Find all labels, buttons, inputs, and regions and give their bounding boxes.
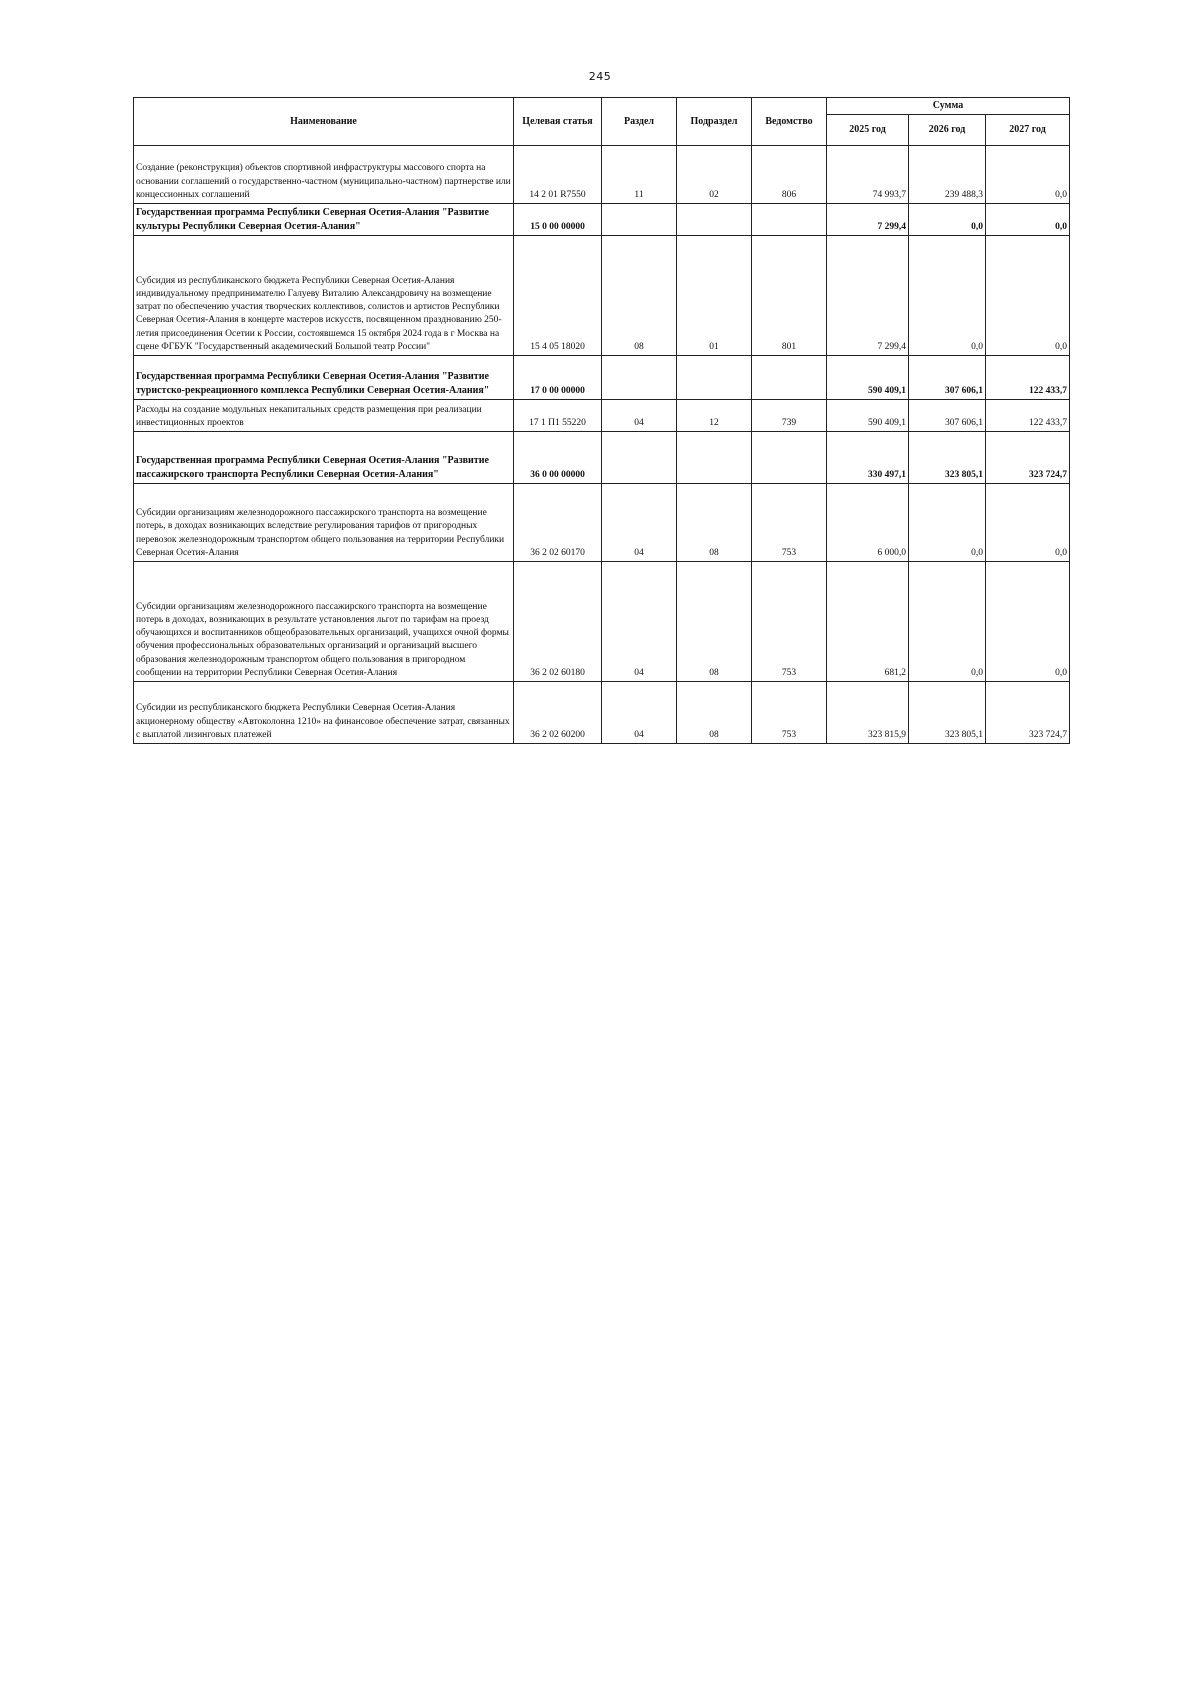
row-section: 04 xyxy=(602,399,677,431)
table-row xyxy=(134,431,1070,483)
row-name: Государственная программа Республики Северная Осетия-Алания "Развитие культуры Республики Северная Осетия-Алания" xyxy=(134,203,514,235)
table-row xyxy=(134,483,1070,561)
row-2026: 307 606,1 xyxy=(909,399,986,431)
page-number: 245 xyxy=(588,70,612,83)
row-section: 04 xyxy=(602,681,677,743)
row-department: 739 xyxy=(752,399,827,431)
row-department xyxy=(752,355,827,399)
row-section xyxy=(602,431,677,483)
row-2026: 0,0 xyxy=(909,561,986,681)
row-name: Создание (реконструкция) объектов спортивной инфраструктуры массового спорта на основании соглашений о государственно-частном (муниципально-частном) партнерстве или концессионных соглашений xyxy=(134,145,514,203)
row-target-article: 36 2 02 60170 xyxy=(514,483,602,561)
table-row xyxy=(134,235,1070,355)
table-body xyxy=(134,145,1070,743)
row-target-article: 17 0 00 00000 xyxy=(514,355,602,399)
row-subsection: 08 xyxy=(677,681,752,743)
row-section xyxy=(602,355,677,399)
row-target-article: 15 4 05 18020 xyxy=(514,235,602,355)
row-department xyxy=(752,203,827,235)
row-name: Государственная программа Республики Северная Осетия-Алания "Развитие пассажирского транспорта Республики Северная Осетия-Алания" xyxy=(134,431,514,483)
row-target-article: 17 1 П1 55220 xyxy=(514,399,602,431)
table-row xyxy=(134,355,1070,399)
row-2025: 323 815,9 xyxy=(827,681,909,743)
row-department xyxy=(752,431,827,483)
header-year-2027: 2027 год xyxy=(986,114,1070,145)
row-2026: 323 805,1 xyxy=(909,431,986,483)
row-subsection: 08 xyxy=(677,483,752,561)
row-2025: 330 497,1 xyxy=(827,431,909,483)
row-2025: 7 299,4 xyxy=(827,235,909,355)
row-target-article: 36 2 02 60200 xyxy=(514,681,602,743)
row-name: Субсидии организациям железнодорожного пассажирского транспорта на возмещение потерь, в доходах возникающих вследствие регулирования тарифов от пригородных перевозок железнодорожным транспортом общего пользования на территории Республики Северная Осетия-Алания xyxy=(134,483,514,561)
row-subsection: 08 xyxy=(677,561,752,681)
row-2025: 590 409,1 xyxy=(827,355,909,399)
row-department: 753 xyxy=(752,681,827,743)
header-year-2026: 2026 год xyxy=(909,114,986,145)
row-name: Государственная программа Республики Северная Осетия-Алания "Развитие туристско-рекреационного комплекса Республики Северная Осетия-Алания" xyxy=(134,355,514,399)
row-2027: 0,0 xyxy=(986,235,1070,355)
row-department: 753 xyxy=(752,561,827,681)
row-name: Субсидии организациям железнодорожного пассажирского транспорта на возмещение потерь в доходах, возникающих в результате установления льгот по тарифам на проезд обучающихся и воспитанников общеобразовательных организаций, учащихся очной формы обучения профессиональных образовательных организаций и организаций высшего образования железнодорожным транспортом общего пользования в пригородном сообщении на территории Республики Северная Осетия-Алания xyxy=(134,561,514,681)
row-section: 08 xyxy=(602,235,677,355)
row-department: 801 xyxy=(752,235,827,355)
header-section: Раздел xyxy=(602,98,677,146)
table-row xyxy=(134,145,1070,203)
row-target-article: 36 2 02 60180 xyxy=(514,561,602,681)
row-department: 806 xyxy=(752,145,827,203)
row-target-article: 36 0 00 00000 xyxy=(514,431,602,483)
row-section: 11 xyxy=(602,145,677,203)
row-2026: 0,0 xyxy=(909,483,986,561)
row-subsection: 12 xyxy=(677,399,752,431)
row-2027: 0,0 xyxy=(986,203,1070,235)
row-section: 04 xyxy=(602,483,677,561)
row-2027: 122 433,7 xyxy=(986,355,1070,399)
row-target-article: 15 0 00 00000 xyxy=(514,203,602,235)
table-row xyxy=(134,203,1070,235)
row-2025: 6 000,0 xyxy=(827,483,909,561)
table-row xyxy=(134,681,1070,743)
row-section xyxy=(602,203,677,235)
table-row xyxy=(134,561,1070,681)
row-section: 04 xyxy=(602,561,677,681)
row-2027: 0,0 xyxy=(986,561,1070,681)
row-2026: 307 606,1 xyxy=(909,355,986,399)
row-2026: 0,0 xyxy=(909,203,986,235)
row-2026: 323 805,1 xyxy=(909,681,986,743)
row-2026: 239 488,3 xyxy=(909,145,986,203)
header-subsection: Подраздел xyxy=(677,98,752,146)
row-subsection xyxy=(677,431,752,483)
row-subsection: 01 xyxy=(677,235,752,355)
table-row xyxy=(134,399,1070,431)
row-2025: 681,2 xyxy=(827,561,909,681)
row-2025: 74 993,7 xyxy=(827,145,909,203)
row-subsection xyxy=(677,203,752,235)
row-subsection xyxy=(677,355,752,399)
row-2026: 0,0 xyxy=(909,235,986,355)
budget-table xyxy=(133,97,1070,744)
row-2025: 590 409,1 xyxy=(827,399,909,431)
row-target-article: 14 2 01 R7550 xyxy=(514,145,602,203)
row-name: Субсидии из республиканского бюджета Республики Северная Осетия-Алания акционерному обществу «Автоколонна 1210» на финансовое обеспечение затрат, связанных с выплатой лизинговых платежей xyxy=(134,681,514,743)
row-subsection: 02 xyxy=(677,145,752,203)
row-name: Расходы на создание модульных некапитальных средств размещения при реализации инвестиционных проектов xyxy=(134,399,514,431)
row-2027: 122 433,7 xyxy=(986,399,1070,431)
header-department: Ведомство xyxy=(752,98,827,146)
header-sum: Сумма xyxy=(827,98,1070,115)
row-department: 753 xyxy=(752,483,827,561)
row-2025: 7 299,4 xyxy=(827,203,909,235)
header-target-article: Целевая статья xyxy=(514,98,602,146)
row-2027: 323 724,7 xyxy=(986,431,1070,483)
header-name: Наименование xyxy=(134,98,514,146)
table-header xyxy=(134,98,1070,146)
row-2027: 323 724,7 xyxy=(986,681,1070,743)
row-name: Субсидия из республиканского бюджета Республики Северная Осетия-Алания индивидуальному предпринимателю Галуеву Виталию Александровичу на возмещение затрат по обеспечению участия творческих коллективов, солистов и артистов Республики Северная Осетия-Алания в концерте мастеров искусств, посвященном празднованию 250-летия присоединения Осетии к России, состоявшемся 15 октября 2024 года в г Москва на сцене ФГБУК "Государственный академический Большой театр России" xyxy=(134,235,514,355)
header-year-2025: 2025 год xyxy=(827,114,909,145)
row-2027: 0,0 xyxy=(986,483,1070,561)
row-2027: 0,0 xyxy=(986,145,1070,203)
